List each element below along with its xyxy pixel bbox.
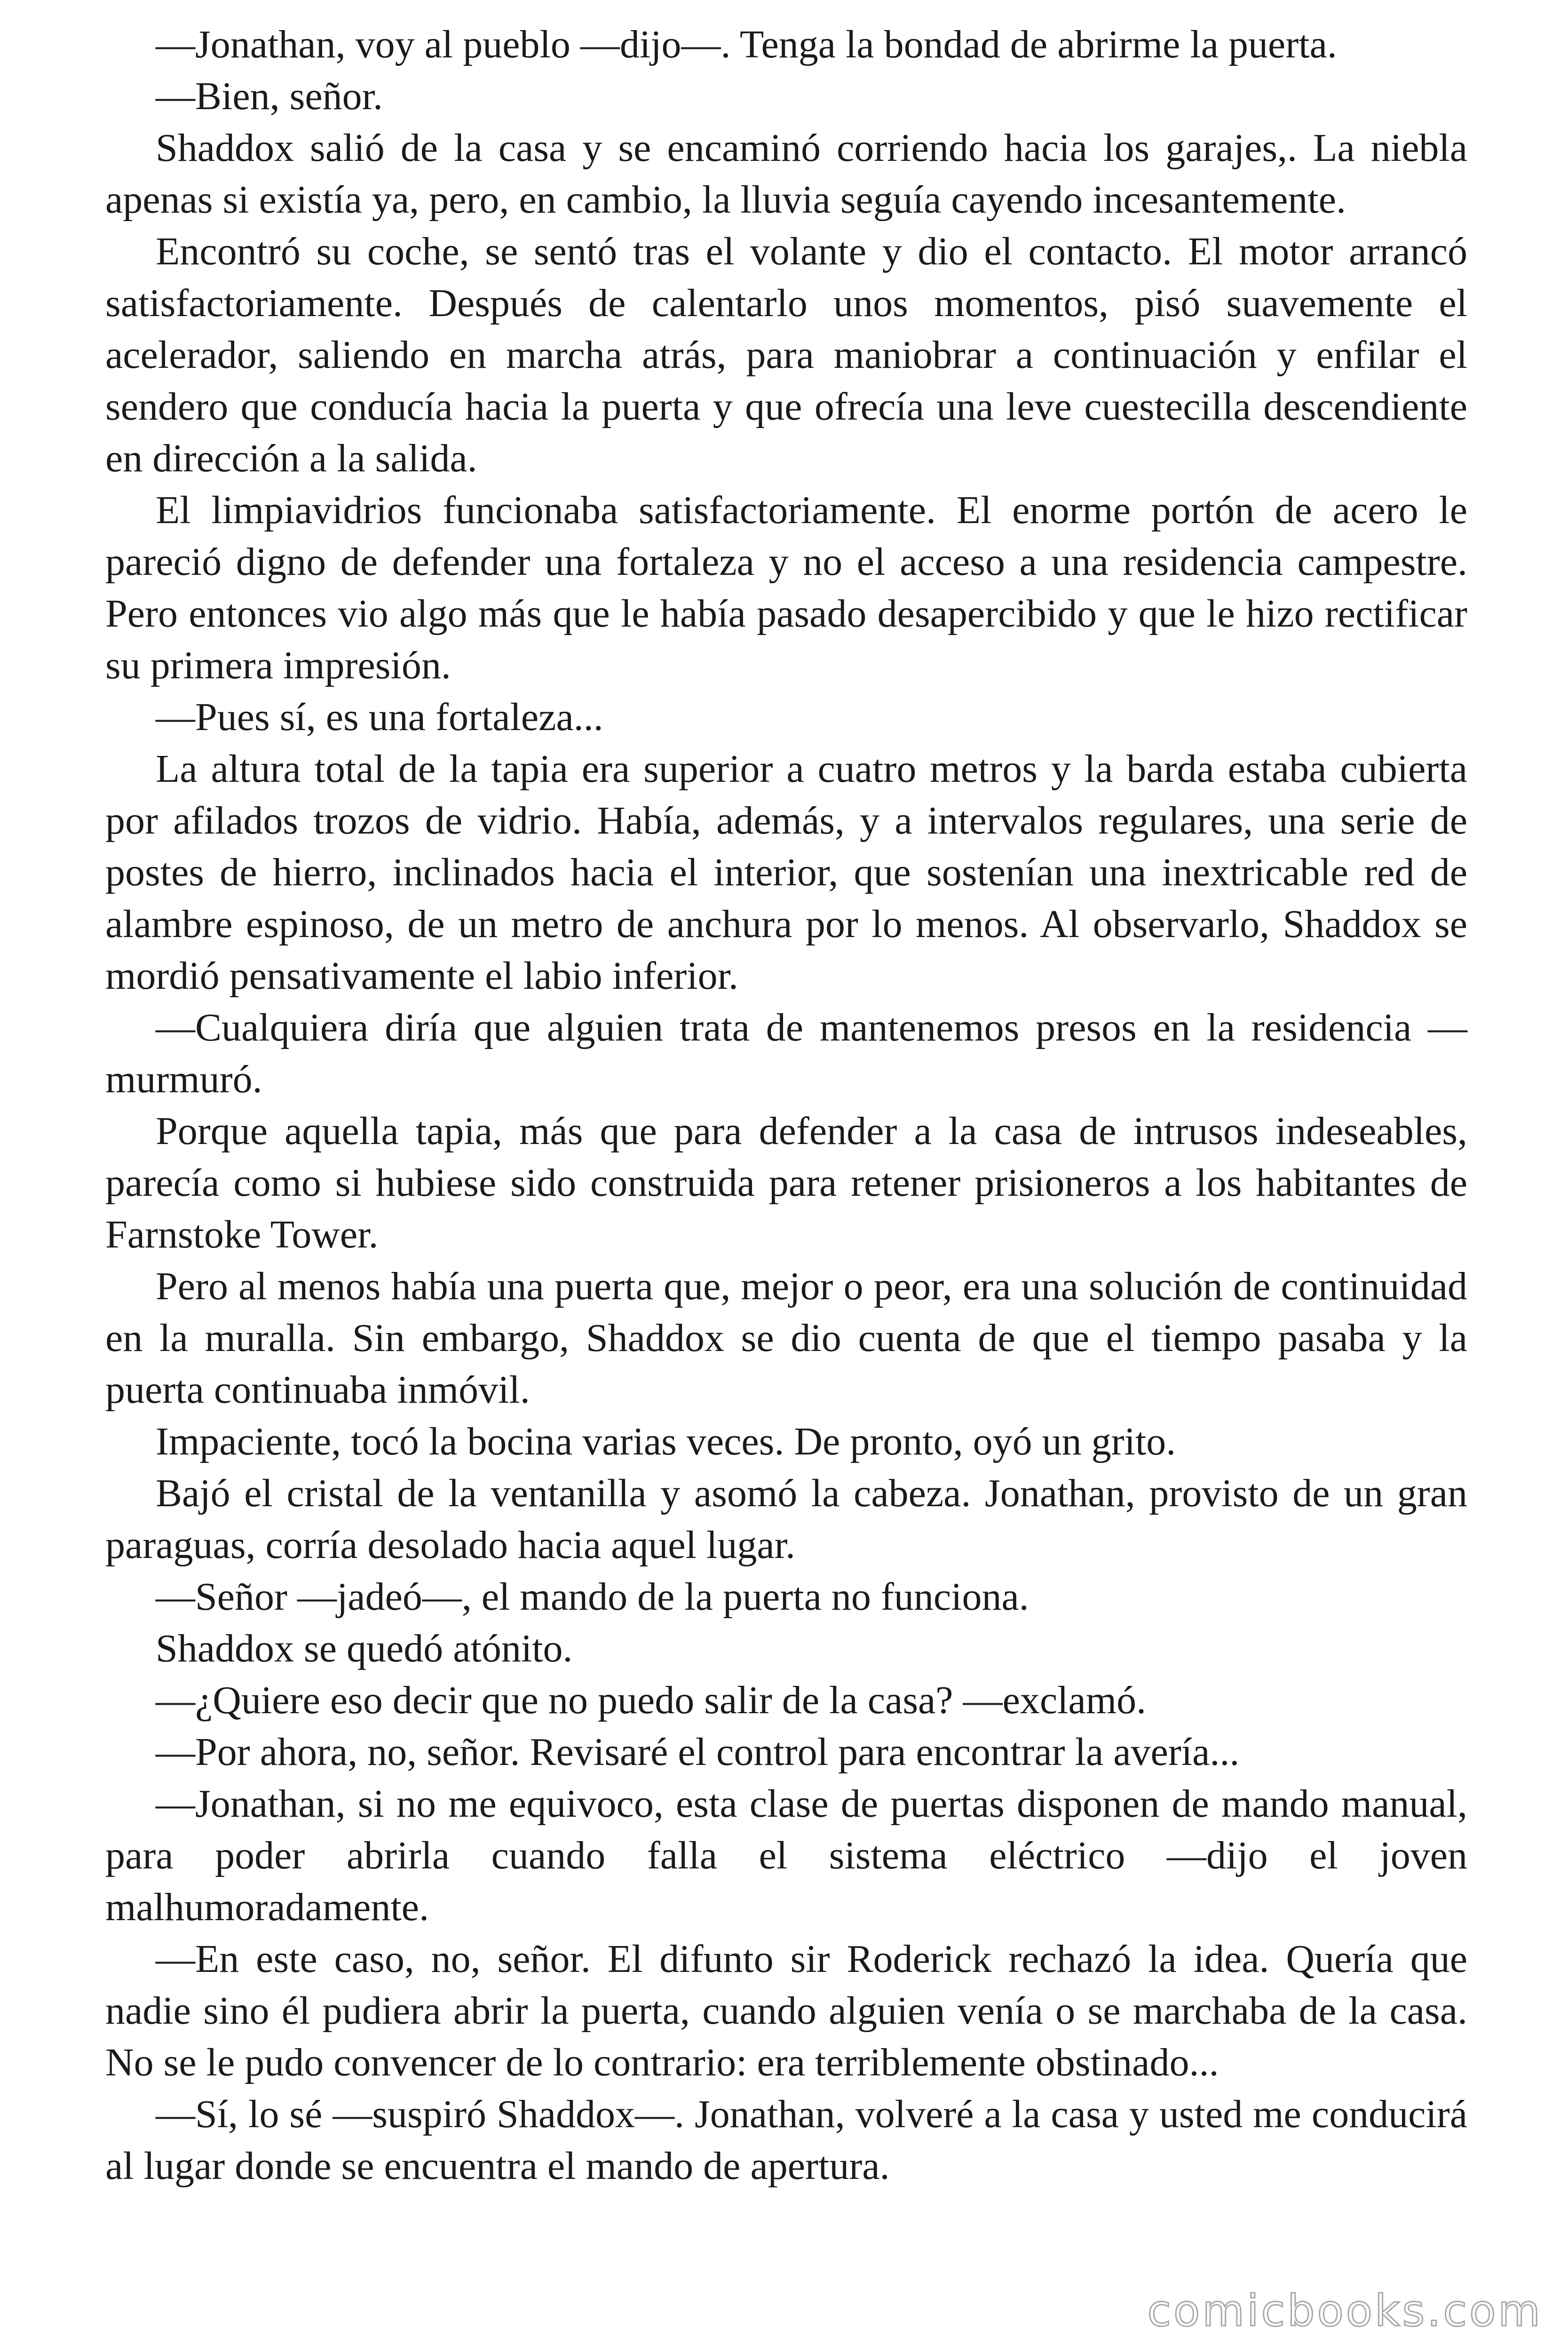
- paragraph: Pero al menos había una puerta que, mejor o peor, era una solución de continuidad en la muralla. Sin embargo, Shaddox se dio cuenta de que el tiempo pasaba y la puerta continuaba inmóvil.: [105, 1264, 1467, 1412]
- paragraph: —Cualquiera diría que alguien trata de mantenemos presos en la residencia —murmuró.: [105, 1006, 1467, 1101]
- page-text: [105, 19, 1467, 2192]
- paragraph: —Bien, señor.: [156, 74, 383, 118]
- paragraph: Shaddox salió de la casa y se encaminó corriendo hacia los garajes,. La niebla apenas si existía ya, pero, en cambio, la lluvia seguía cayendo incesantemente.: [105, 126, 1467, 222]
- paragraph: El limpiavidrios funcionaba satisfactoriamente. El enorme portón de acero le pareció digno de defender una fortaleza y no el acceso a una residencia campestre. Pero entonces vio algo más que le había pasado desapercibido y que le hizo rectificar su primera impresión.: [105, 488, 1467, 687]
- paragraph: Shaddox se quedó atónito.: [156, 1627, 573, 1670]
- paragraph: —¿Quiere eso decir que no puedo salir de la casa? —exclamó.: [156, 1678, 1147, 1722]
- paragraph: —Jonathan, voy al pueblo —dijo—. Tenga la bondad de abrirme la puerta.: [156, 23, 1337, 66]
- paragraph: —Pues sí, es una fortaleza...: [156, 695, 603, 739]
- watermark: comicbooks.com: [1147, 2286, 1543, 2336]
- paragraph: —Sí, lo sé —suspiró Shaddox—. Jonathan, volveré a la casa y usted me conducirá al lugar donde se encuentra el mando de apertura.: [105, 2092, 1467, 2188]
- paragraph: —En este caso, no, señor. El difunto sir Roderick rechazó la idea. Quería que nadie sino él pudiera abrir la puerta, cuando alguien venía o se marchaba de la casa. No se le pudo convencer de lo contrario: era terriblemente obstinado...: [105, 1937, 1467, 2084]
- paragraph: —Señor —jadeó—, el mando de la puerta no funciona.: [156, 1575, 1029, 1619]
- paragraph: —Por ahora, no, señor. Revisaré el control para encontrar la avería...: [156, 1730, 1240, 1774]
- paragraph: Bajó el cristal de la ventanilla y asomó la cabeza. Jonathan, provisto de un gran paraguas, corría desolado hacia aquel lugar.: [105, 1471, 1467, 1567]
- paragraph: La altura total de la tapia era superior a cuatro metros y la barda estaba cubierta por afilados trozos de vidrio. Había, además, y a intervalos regulares, una serie de postes de hierro, inclinados hacia el interior, que sostenían una inextricable red de alambre espinoso, de un metro de anchura por lo menos. Al observarlo, Shaddox se mordió pensativamente el labio inferior.: [105, 747, 1467, 998]
- paragraph: Porque aquella tapia, más que para defender a la casa de intrusos indeseables, parecía como si hubiese sido construida para retener prisioneros a los habitantes de Farnstoke Tower.: [105, 1109, 1467, 1256]
- paragraph: Impaciente, tocó la bocina varias veces. De pronto, oyó un grito.: [156, 1420, 1176, 1463]
- paragraph: —Jonathan, si no me equivoco, esta clase de puertas disponen de mando manual, para poder abrirla cuando falla el sistema eléctrico —dijo el joven malhumoradamente.: [105, 1782, 1467, 1929]
- paragraph: Encontró su coche, se sentó tras el volante y dio el contacto. El motor arrancó satisfactoriamente. Después de calentarlo unos momentos, pisó suavemente el acelerador, saliendo en marcha atrás, para maniobrar a continuación y enfilar el sendero que conducía hacia la puerta y que ofrecía una leve cuestecilla descendiente en dirección a la salida.: [105, 230, 1467, 480]
